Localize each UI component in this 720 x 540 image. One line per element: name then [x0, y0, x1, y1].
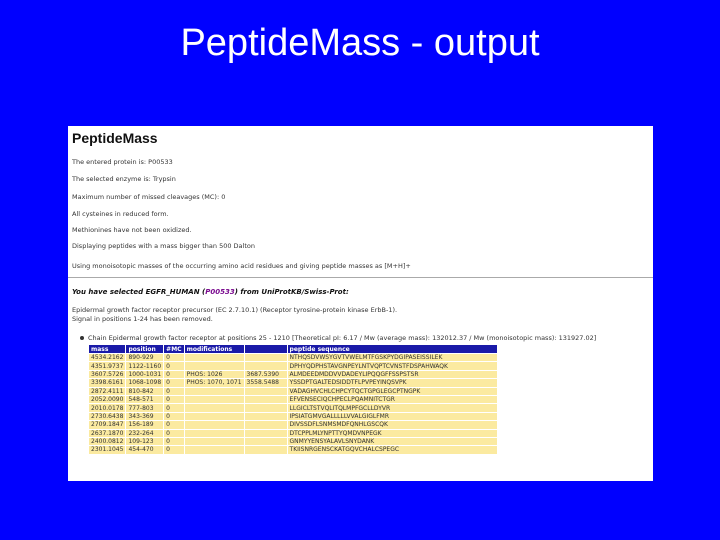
cell-mass: 4351.9737 [89, 362, 126, 370]
cell-mass: 3398.6161 [89, 379, 126, 387]
table-row [89, 446, 498, 454]
cell-modifications [184, 354, 244, 362]
cell-peptide-sequence: GNMYYENSYALAVLSNYDANK [287, 437, 497, 445]
cell-modifications [184, 437, 244, 445]
cell-peptide-sequence: EFVENSECIQCHPECLPQAMNITCTGR [287, 395, 497, 403]
cell-position: 890-929 [126, 354, 164, 362]
cell-position: 109-123 [126, 437, 164, 445]
cell-position: 232-264 [126, 429, 164, 437]
cell-mc: 0 [164, 379, 184, 387]
divider [68, 277, 653, 278]
column-header-peptide-sequence[interactable]: peptide sequence [287, 345, 497, 354]
cell-mass: 2872.4111 [89, 387, 126, 395]
column-header-mass[interactable]: mass [89, 345, 126, 354]
cell-modified-mass [244, 387, 287, 395]
peptide-table [88, 344, 498, 455]
cell-mc: 0 [164, 429, 184, 437]
cell-mass: 2010.0178 [89, 404, 126, 412]
cell-mc: 0 [164, 437, 184, 445]
cell-modifications: PHOS: 1026 [184, 370, 244, 378]
bullet-icon [80, 336, 84, 340]
cell-modifications [184, 387, 244, 395]
slide-title: PeptideMass - output [180, 22, 540, 64]
table-row [89, 421, 498, 429]
cell-modified-mass [244, 421, 287, 429]
cell-mass: 2301.1045 [89, 446, 126, 454]
cell-mc: 0 [164, 404, 184, 412]
cell-modifications [184, 412, 244, 420]
param-enzyme: The selected enzyme is: Trypsin [72, 175, 176, 183]
param-methionines: Methionines have not been oxidized. [72, 226, 192, 234]
cell-mass: 2637.1870 [89, 429, 126, 437]
cell-peptide-sequence: VADAGHVCHLCHPCYTQCTGPGLEGCPTNGPK [287, 387, 497, 395]
cell-mass: 2730.6438 [89, 412, 126, 420]
cell-mc: 0 [164, 387, 184, 395]
cell-modified-mass [244, 412, 287, 420]
cell-position: 1000-1031 [126, 370, 164, 378]
cell-position: 810-842 [126, 387, 164, 395]
peptidemass-screenshot [68, 126, 653, 481]
cell-mc: 0 [164, 412, 184, 420]
cell-modifications [184, 395, 244, 403]
cell-modifications [184, 446, 244, 454]
cell-peptide-sequence: ALMDEEDMDDVVDADEYLIPQQGFFSSPSTSR [287, 370, 497, 378]
column-header-modified-mass [244, 345, 287, 354]
cell-position: 454-470 [126, 446, 164, 454]
cell-mc: 0 [164, 421, 184, 429]
cell-position: 343-369 [126, 412, 164, 420]
chain-line [80, 334, 596, 342]
cell-position: 1122-1160 [126, 362, 164, 370]
app-title: PeptideMass [72, 130, 158, 146]
cell-modified-mass: 3558.5488 [244, 379, 287, 387]
selection-prefix: You have selected EGFR_HUMAN ( [72, 288, 206, 296]
table-row [89, 362, 498, 370]
cell-mc: 0 [164, 354, 184, 362]
column-header-modifications[interactable]: modifications [184, 345, 244, 354]
cell-position: 777-803 [126, 404, 164, 412]
cell-peptide-sequence: NTHQSDVWSYGVTVWELMTFGSKPYDGIPASEISSILEK [287, 354, 497, 362]
param-cysteines: All cysteines in reduced form. [72, 210, 169, 218]
cell-modifications [184, 362, 244, 370]
chain-text: Chain Epidermal growth factor receptor at positions 25 - 1210 [Theoretical pI: 6.17 / Mw (average mass): 132012.37 / Mw (monoisotopic mass): 131927.02] [88, 334, 597, 342]
table-row [89, 387, 498, 395]
table-row [89, 370, 498, 378]
table-row [89, 395, 498, 403]
cell-mc: 0 [164, 395, 184, 403]
cell-position: 1068-1098 [126, 379, 164, 387]
cell-mc: 0 [164, 446, 184, 454]
cell-modified-mass [244, 395, 287, 403]
param-missed-cleavages: Maximum number of missed cleavages (MC): 0 [72, 193, 226, 201]
cell-modifications [184, 404, 244, 412]
cell-modifications [184, 429, 244, 437]
table-row [89, 437, 498, 445]
cell-peptide-sequence: YSSDPTGALTEDSIDDTFLPVPEYINQSVPK [287, 379, 497, 387]
cell-mc: 0 [164, 370, 184, 378]
cell-peptide-sequence: LLGICLTSTVQLITQLMPFGCLLDYVR [287, 404, 497, 412]
cell-peptide-sequence: TKIISNRGENSCKATGQVCHALCSPEGC [287, 446, 497, 454]
table-row [89, 354, 498, 362]
table-row [89, 404, 498, 412]
table-row [89, 412, 498, 420]
cell-modified-mass [244, 354, 287, 362]
cell-mass: 2400.0812 [89, 437, 126, 445]
cell-modified-mass [244, 362, 287, 370]
table-header-row [89, 345, 498, 354]
table-row [89, 379, 498, 387]
cell-modified-mass [244, 404, 287, 412]
cell-peptide-sequence: IPSIATGMVGALLLLLVVALGIGLFMR [287, 412, 497, 420]
cell-position: 156-189 [126, 421, 164, 429]
cell-modifications: PHOS: 1070, 1071 [184, 379, 244, 387]
cell-position: 548-571 [126, 395, 164, 403]
param-display-mass: Displaying peptides with a mass bigger than 500 Dalton [72, 242, 255, 250]
cell-mass: 2709.1847 [89, 421, 126, 429]
cell-modified-mass: 3687.5390 [244, 370, 287, 378]
param-mass-type: Using monoisotopic masses of the occurring amino acid residues and giving peptide masses as [M+H]+ [72, 262, 411, 270]
column-header-mc[interactable]: #MC [164, 345, 184, 354]
protein-description: Epidermal growth factor receptor precursor (EC 2.7.10.1) (Receptor tyrosine-protein kinase ErbB-1). [72, 306, 398, 314]
selection-line [72, 288, 349, 296]
selection-suffix: ) from UniProtKB/Swiss-Prot: [234, 288, 349, 296]
cell-modifications [184, 421, 244, 429]
cell-peptide-sequence: DIVSSDFLSNMSMDFQNHLGSCQK [287, 421, 497, 429]
table-row [89, 429, 498, 437]
accession-link[interactable]: P00533 [205, 288, 235, 296]
cell-mass: 3607.5726 [89, 370, 126, 378]
cell-peptide-sequence: DTCPPLMLYNPTTYQMDVNPEGK [287, 429, 497, 437]
cell-modified-mass [244, 429, 287, 437]
cell-mass: 2052.0090 [89, 395, 126, 403]
param-protein: The entered protein is: P00533 [72, 158, 173, 166]
cell-modified-mass [244, 446, 287, 454]
cell-modified-mass [244, 437, 287, 445]
signal-info: Signal in positions 1-24 has been removed. [72, 315, 213, 323]
column-header-position[interactable]: position [126, 345, 164, 354]
cell-peptide-sequence: DPHYQDPHSTAVGNPEYLNTVQPTCVNSTFDSPAHWAQK [287, 362, 497, 370]
cell-mass: 4534.2162 [89, 354, 126, 362]
cell-mc: 0 [164, 362, 184, 370]
